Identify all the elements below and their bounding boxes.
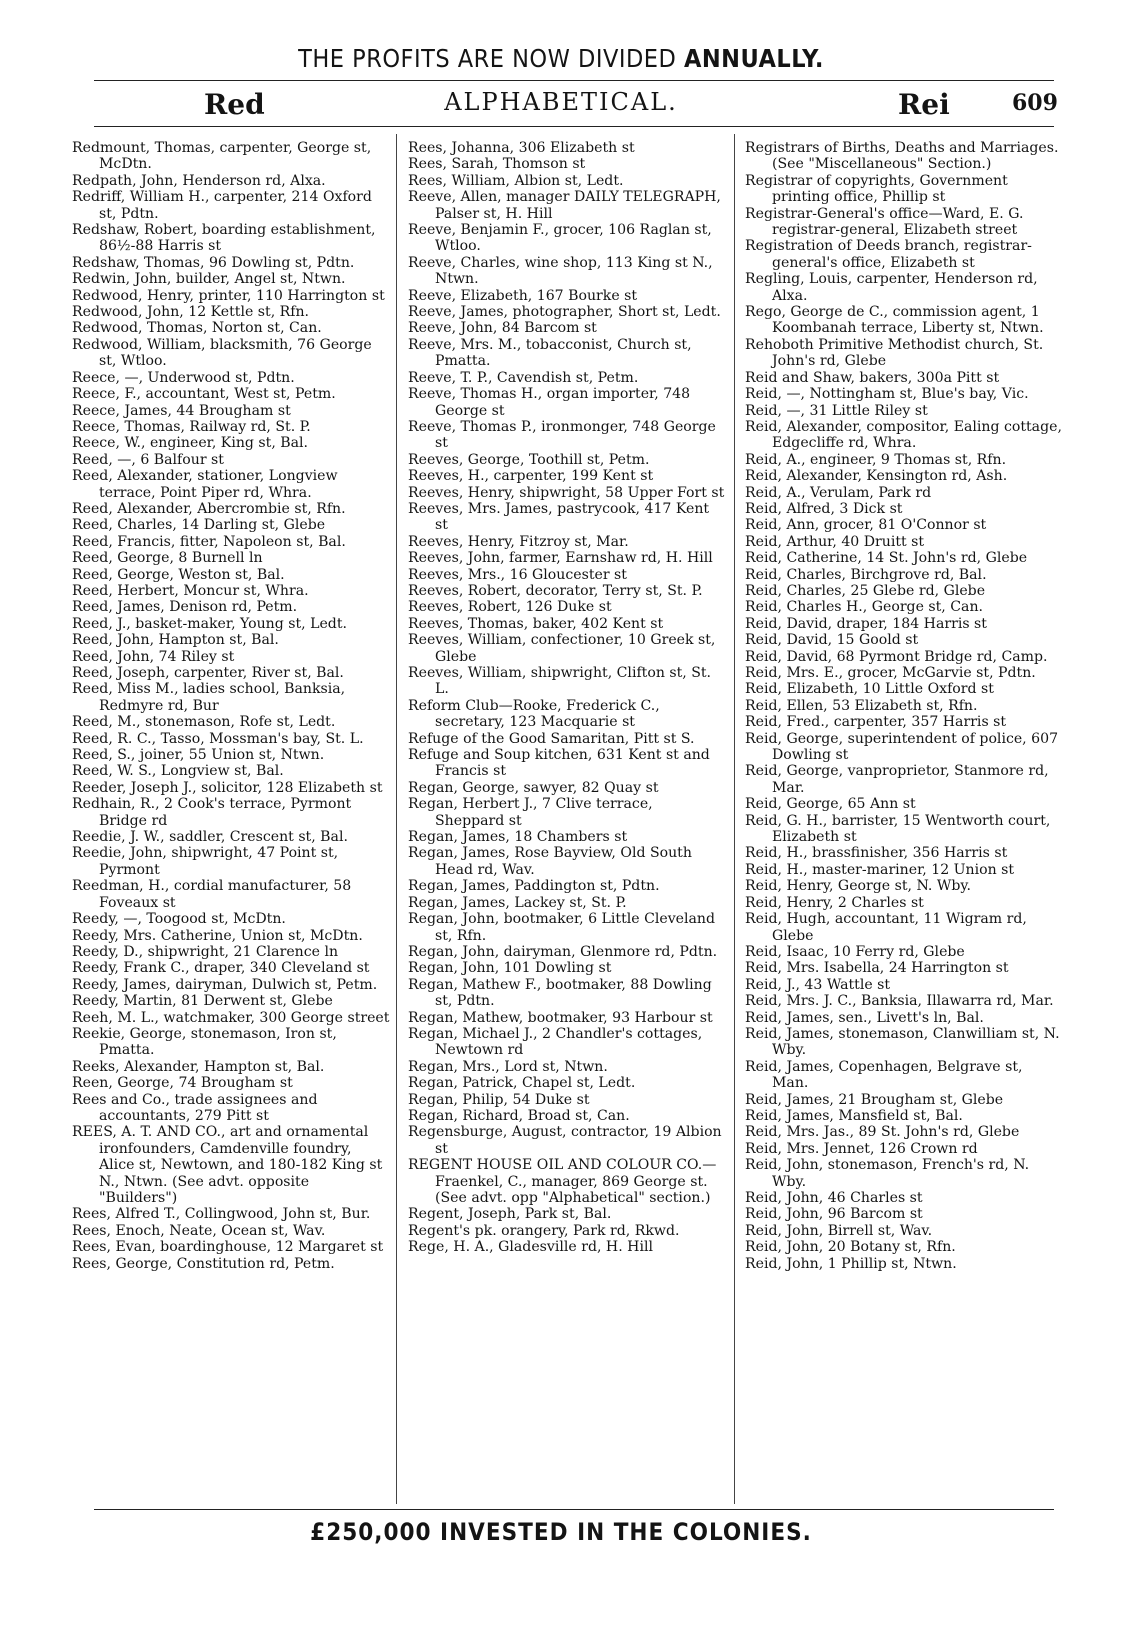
directory-entry: Reid, Mrs. J. C., Banksia, Illawarra rd, Mar. [745, 993, 1054, 1010]
directory-entry: Reeves, Mrs. James, pastrycook, 417 Kent st [408, 500, 710, 534]
directory-entry: Redmount, Thomas, carpenter, George st, McDtn. [72, 140, 372, 173]
directory-entry: Reid, John, 1 Phillip st, Ntwn. [745, 1255, 957, 1272]
directory-entry: Reedie, John, shipwright, 47 Point st, Pyrmont [72, 845, 339, 878]
directory-entry: Reid, James, stonemason, Clanwilliam st, N. Wby. [745, 1025, 1060, 1059]
directory-entry: Reid, H., master-mariner, 12 Union st [745, 861, 1015, 878]
directory-entry: Reid, David, draper, 184 Harris st [745, 615, 987, 632]
directory-entry: Registrar of copyrights, Government printing office, Phillip st [745, 172, 1008, 206]
directory-entry: Reed, Francis, fitter, Napoleon st, Bal. [72, 533, 346, 550]
directory-entry: Reid, Catherine, 14 St. John's rd, Glebe [745, 550, 1028, 567]
directory-entry: Reed, S., joiner, 55 Union st, Ntwn. [72, 747, 325, 764]
directory-entry: Regan, George, sawyer, 82 Quay st [408, 779, 659, 796]
directory-entry: Reid, Ellen, 53 Elizabeth st, Rfn. [745, 697, 978, 714]
directory-entry: Regan, John, dairyman, Glenmore rd, Pdtn. [408, 943, 718, 960]
header-right-guide: Rei [898, 88, 950, 121]
directory-column-1 [72, 140, 390, 1272]
directory-entry: Reeves, John, farmer, Earnshaw rd, H. Hill [408, 550, 713, 567]
directory-entry: Reeves, George, Toothill st, Petm. [408, 451, 650, 468]
directory-entry: Regan, James, 18 Chambers st [408, 829, 628, 846]
directory-entry: Rego, George de C., commission agent, 1 Koombanah terrace, Liberty st, Ntwn. [745, 304, 1044, 337]
directory-entry: Regan, James, Lackey st, St. P. [408, 894, 627, 911]
directory-entry: Reid, Henry, 2 Charles st [745, 894, 924, 911]
directory-entry: Rees, Enoch, Neate, Ocean st, Wav. [72, 1222, 326, 1239]
directory-entry: Reid, Ann, grocer, 81 O'Connor st [745, 517, 987, 534]
directory-entry: Reid, A., Verulam, Park rd [745, 484, 932, 501]
directory-entry: Rees and Co., trade assignees and accountants, 279 Pitt st [72, 1091, 318, 1124]
directory-entry: Regan, James, Paddington st, Pdtn. [408, 878, 660, 895]
directory-entry: Rees, Alfred T., Collingwood, John st, Bur. [72, 1206, 371, 1223]
directory-entry: Reedy, James, dairyman, Dulwich st, Petm. [72, 976, 378, 993]
directory-entry: Regan, John, 101 Dowling st [408, 960, 612, 977]
directory-entry: Reeves, Thomas, baker, 402 Kent st [408, 615, 664, 632]
directory-entry: Redshaw, Robert, boarding establishment, 86½-88 Harris st [72, 222, 376, 255]
directory-entry: Reid, David, 15 Goold st [745, 632, 919, 649]
directory-entry: Reeve, Allen, manager DAILY TELEGRAPH, Palser st, H. Hill [408, 189, 721, 222]
directory-entry: Reed, James, Denison rd, Petm. [72, 599, 298, 616]
directory-entry: Registrar-General's office—Ward, E. G. registrar-general, Elizabeth street [745, 205, 1024, 239]
directory-entry: Regan, Mathew, bootmaker, 93 Harbour st [408, 1009, 713, 1026]
directory-entry: Reid, Fred., carpenter, 357 Harris st [745, 714, 1007, 731]
directory-entry: Reedy, Martin, 81 Derwent st, Glebe [72, 993, 333, 1010]
directory-entry: Reid, John, stonemason, French's rd, N. Wby. [745, 1157, 1030, 1190]
directory-entry: Reed, George, 8 Burnell ln [72, 550, 263, 567]
directory-entry: Reed, Joseph, carpenter, River st, Bal. [72, 665, 344, 681]
directory-entry: Regent, Joseph, Park st, Bal. [408, 1206, 612, 1223]
directory-entry: Reed, John, Hampton st, Bal. [72, 632, 279, 649]
directory-entry: Reed, Alexander, stationer, Longview terrace, Point Piper rd, Whra. [72, 468, 338, 501]
directory-entry: Reid, John, 20 Botany st, Rfn. [745, 1239, 956, 1256]
banner-text: THE PROFITS ARE NOW DIVIDED [298, 44, 684, 73]
directory-entry: Regan, Herbert J., 7 Clive terrace, Sheppard st [408, 796, 653, 829]
directory-entry: Reid, Arthur, 40 Druitt st [745, 533, 925, 550]
top-rule [94, 80, 1054, 81]
directory-entry: Reeves, Robert, decorator, Terry st, St. P. [408, 582, 703, 599]
directory-entry: Reekie, George, stonemason, Iron st, Pmatta. [72, 1025, 337, 1059]
directory-entry: Reeve, Elizabeth, 167 Bourke st [408, 287, 638, 304]
banner-emphasis: ANNUALLY. [683, 44, 824, 73]
directory-entry: Reed, M., stonemason, Rofe st, Ledt. [72, 714, 336, 731]
directory-entry: Reeh, M. L., watchmaker, 300 George street [72, 1009, 390, 1026]
directory-entry: Reid, James, Copenhagen, Belgrave st, Man. [745, 1058, 1023, 1092]
header-left-guide: Red [204, 88, 265, 121]
directory-entry: Rees, George, Constitution rd, Petm. [72, 1255, 335, 1272]
directory-entry: Reid, Hugh, accountant, 11 Wigram rd, Glebe [745, 911, 1027, 944]
directory-entry: Regan, James, Rose Bayview, Old South Head rd, Wav. [408, 845, 692, 878]
directory-entry: Reid, George, vanproprietor, Stanmore rd, Mar. [745, 763, 1049, 796]
directory-column-3 [745, 140, 1063, 1272]
directory-column-2 [408, 140, 726, 1256]
directory-entry: Refuge and Soup kitchen, 631 Kent st and Francis st [408, 747, 710, 780]
directory-entry: Registrars of Births, Deaths and Marriages. (See "Miscellaneous" Section.) [745, 140, 1059, 173]
directory-entry: Reid, Mrs. Jennet, 126 Crown rd [745, 1140, 978, 1157]
directory-entry: Reid, G. H., barrister, 15 Wentworth court, Elizabeth st [745, 812, 1051, 846]
directory-entry: Redwood, William, blacksmith, 76 George st, Wtloo. [72, 336, 372, 370]
directory-entry: Reid, Alexander, Kensington rd, Ash. [745, 468, 1008, 485]
directory-entry: Reece, —, Underwood st, Pdtn. [72, 369, 295, 386]
directory-entry: Reed, R. C., Tasso, Mossman's bay, St. L. [72, 730, 364, 747]
directory-entry: Reeves, H., carpenter, 199 Kent st [408, 468, 654, 485]
directory-entry: Reeves, Mrs., 16 Gloucester st [408, 566, 627, 583]
directory-entry: Reid, A., engineer, 9 Thomas st, Rfn. [745, 451, 1007, 468]
directory-entry: Reid, Charles, Birchgrove rd, Bal. [745, 566, 987, 583]
directory-entry: Reedy, —, Toogood st, McDtn. [72, 911, 286, 928]
directory-entry: Reid, George, 65 Ann st [745, 796, 916, 813]
directory-entry: Reid, John, Birrell st, Wav. [745, 1222, 933, 1239]
directory-entry: Reid, Alfred, 3 Dick st [745, 500, 903, 517]
directory-entry: Reed, George, Weston st, Bal. [72, 566, 285, 583]
directory-entry: Reid, George, superintendent of police, 607 Dowling st [745, 730, 1059, 764]
directory-entry: Reece, Thomas, Railway rd, St. P. [72, 418, 311, 435]
directory-entry: Regan, Patrick, Chapel st, Ledt. [408, 1075, 636, 1092]
directory-entry: Regan, John, bootmaker, 6 Little Cleveland st, Rfn. [408, 911, 716, 944]
directory-entry: Reece, James, 44 Brougham st [72, 402, 291, 419]
directory-entry: Reid, Henry, George st, N. Wby. [745, 878, 971, 895]
directory-entry: Reid, Charles H., George st, Can. [745, 599, 983, 616]
directory-entry: Redwood, Thomas, Norton st, Can. [72, 320, 322, 337]
directory-entry: Reid, J., 43 Wattle st [745, 976, 891, 993]
directory-entry: Reid, Alexander, compositor, Ealing cottage, Edgecliffe rd, Whra. [745, 418, 1062, 452]
directory-entry: Reed, —, 6 Balfour st [72, 451, 224, 468]
header-rule [94, 126, 1054, 127]
directory-entry: Reid, Mrs. E., grocer, McGarvie st, Pdtn. [745, 665, 1036, 681]
directory-entry: Reed, W. S., Longview st, Bal. [72, 763, 284, 780]
directory-entry: Regan, Richard, Broad st, Can. [408, 1107, 630, 1124]
directory-entry: Reid, Charles, 25 Glebe rd, Glebe [745, 582, 986, 599]
directory-entry: Reed, Miss M., ladies school, Banksia, Redmyre rd, Bur [72, 681, 346, 714]
directory-entry: Reeves, Henry, Fitzroy st, Mar. [408, 533, 629, 550]
directory-entry: Reed, Charles, 14 Darling st, Glebe [72, 517, 326, 534]
directory-entry: Redpath, John, Henderson rd, Alxa. [72, 172, 326, 189]
directory-entry: Reed, Alexander, Abercrombie st, Rfn. [72, 500, 346, 517]
column-divider [396, 134, 397, 1504]
directory-entry: Reid, James, sen., Livett's ln, Bal. [745, 1009, 984, 1026]
directory-entry: Reid, James, Mansfield st, Bal. [745, 1107, 963, 1124]
directory-entry: Reid, —, Nottingham st, Blue's bay, Vic. [745, 386, 1029, 403]
directory-entry: Reeve, Thomas H., organ importer, 748 George st [408, 386, 691, 419]
directory-entry: Redwood, John, 12 Kettle st, Rfn. [72, 304, 310, 321]
directory-entry: Reid, Mrs. Jas., 89 St. John's rd, Glebe [745, 1124, 1020, 1141]
directory-entry: Reeder, Joseph J., solicitor, 128 Elizabeth st [72, 779, 383, 796]
top-banner [0, 44, 1122, 73]
footer-banner: £250,000 INVESTED IN THE COLONIES. [310, 1518, 812, 1546]
directory-entry: Redhain, R., 2 Cook's terrace, Pyrmont Bridge rd [72, 796, 352, 829]
page-number: 609 [1012, 90, 1058, 116]
directory-entry: Regan, Philip, 54 Duke st [408, 1091, 590, 1108]
directory-entry: Reeve, Mrs. M., tobacconist, Church st, Pmatta. [408, 336, 692, 370]
directory-entry: Reed, John, 74 Riley st [72, 648, 235, 665]
directory-entry: Rees, William, Albion st, Ledt. [408, 172, 624, 189]
directory-entry: Reeves, Henry, shipwright, 58 Upper Fort st [408, 484, 725, 501]
directory-entry: Reid, David, 68 Pyrmont Bridge rd, Camp. [745, 648, 1048, 665]
directory-entry: Rees, Johanna, 306 Elizabeth st [408, 140, 635, 156]
directory-entry: Reid, Mrs. Isabella, 24 Harrington st [745, 960, 1009, 977]
directory-entry: Reid, John, 46 Charles st [745, 1190, 923, 1206]
directory-entry: Reform Club—Rooke, Frederick C., secretary, 123 Macquarie st [408, 697, 660, 731]
directory-entry: Redshaw, Thomas, 96 Dowling st, Pdtn. [72, 254, 355, 271]
directory-entry: Reeve, Benjamin F., grocer, 106 Raglan st, Wtloo. [408, 222, 712, 255]
directory-entry: Rees, Sarah, Thomson st [408, 156, 586, 173]
directory-entry: Reedy, Mrs. Catherine, Union st, McDtn. [72, 927, 363, 944]
directory-entry: Reed, Herbert, Moncur st, Whra. [72, 582, 309, 599]
column-divider [734, 134, 735, 1504]
directory-entry: Reedy, Frank C., draper, 340 Cleveland st [72, 960, 370, 977]
directory-entry: Regan, Mrs., Lord st, Ntwn. [408, 1058, 608, 1075]
header-title: ALPHABETICAL. [444, 88, 678, 116]
directory-entry: Registration of Deeds branch, registrar-general's office, Elizabeth st [745, 238, 1032, 271]
directory-entry: Rege, H. A., Gladesville rd, H. Hill [408, 1239, 653, 1256]
directory-entry: Reeve, T. P., Cavendish st, Petm. [408, 369, 639, 386]
directory-entry: Reid, Elizabeth, 10 Little Oxford st [745, 681, 994, 698]
directory-entry: Redwin, John, builder, Angel st, Ntwn. [72, 271, 346, 288]
directory-entry: Reeve, John, 84 Barcom st [408, 320, 597, 337]
directory-entry: Reid, John, 96 Barcom st [745, 1206, 923, 1223]
directory-entry: REGENT HOUSE OIL AND COLOUR CO.—Fraenkel, C., manager, 869 George st. (See advt. opp "Alphabetical" section.) [408, 1157, 717, 1206]
directory-entry: Reedie, J. W., saddler, Crescent st, Bal. [72, 829, 348, 846]
directory-entry: Reid, H., brassfinisher, 356 Harris st [745, 845, 1008, 862]
directory-entry: Rees, Evan, boardinghouse, 12 Margaret st [72, 1239, 384, 1256]
directory-entry: Reeves, William, shipwright, Clifton st, St. L. [408, 665, 712, 698]
footer-rule [94, 1509, 1054, 1510]
directory-entry: Reeve, James, photographer, Short st, Ledt. [408, 304, 721, 321]
directory-entry: Reeve, Charles, wine shop, 113 King st N., Ntwn. [408, 254, 713, 288]
directory-entry: Reeves, William, confectioner, 10 Greek st, Glebe [408, 632, 716, 665]
directory-entry: Reeve, Thomas P., ironmonger, 748 George st [408, 418, 716, 452]
directory-entry: Rehoboth Primitive Methodist church, St. John's rd, Glebe [745, 336, 1044, 370]
directory-entry: Regan, Mathew F., bootmaker, 88 Dowling st, Pdtn. [408, 976, 712, 1010]
directory-entry: Reid, James, 21 Brougham st, Glebe [745, 1091, 1004, 1108]
directory-entry: Reece, F., accountant, West st, Petm. [72, 386, 336, 403]
directory-entry: Redwood, Henry, printer, 110 Harrington st [72, 287, 385, 304]
directory-entry: Regan, Michael J., 2 Chandler's cottages, Newtown rd [408, 1025, 703, 1059]
directory-entry: Reece, W., engineer, King st, Bal. [72, 435, 309, 452]
directory-entry: Reid, Isaac, 10 Ferry rd, Glebe [745, 943, 965, 960]
directory-entry: Regensburge, August, contractor, 19 Albion st [408, 1124, 722, 1157]
directory-entry: Reeks, Alexander, Hampton st, Bal. [72, 1058, 325, 1075]
directory-entry: Reid, —, 31 Little Riley st [745, 402, 928, 419]
directory-entry: Reed, J., basket-maker, Young st, Ledt. [72, 615, 347, 632]
directory-entry: Refuge of the Good Samaritan, Pitt st S. [408, 730, 695, 747]
directory-entry: REES, A. T. AND CO., art and ornamental ironfounders, Camdenville foundry, Alice st, Newtown, and 180-182 King st N., Ntwn. (See advt. opposite "Builders") [72, 1124, 383, 1206]
directory-entry: Reen, George, 74 Brougham st [72, 1075, 293, 1092]
directory-entry: Reid and Shaw, bakers, 300a Pitt st [745, 369, 1000, 386]
directory-entry: Reedy, D., shipwright, 21 Clarence ln [72, 943, 339, 960]
directory-entry: Reeves, Robert, 126 Duke st [408, 599, 612, 616]
directory-entry: Reedman, H., cordial manufacturer, 58 Foveaux st [72, 878, 352, 911]
directory-entry: Regent's pk. orangery, Park rd, Rkwd. [408, 1222, 680, 1239]
directory-entry: Regling, Louis, carpenter, Henderson rd, Alxa. [745, 271, 1038, 304]
directory-entry: Redriff, William H., carpenter, 214 Oxford st, Pdtn. [72, 189, 372, 222]
